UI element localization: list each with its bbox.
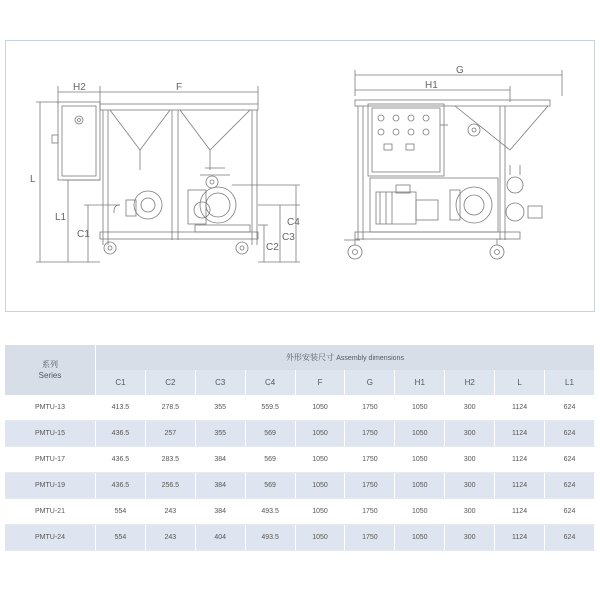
value-cell-c2: 257 bbox=[145, 421, 195, 447]
value-cell-c4: 569 bbox=[245, 447, 295, 473]
value-cell-l1: 624 bbox=[545, 447, 595, 473]
value-cell-c2: 243 bbox=[145, 499, 195, 525]
dim-label-g: G bbox=[456, 65, 464, 76]
dim-label-f: F bbox=[176, 82, 183, 93]
value-cell-c3: 404 bbox=[195, 525, 245, 551]
value-cell-c3: 384 bbox=[195, 447, 245, 473]
value-cell-f: 1050 bbox=[295, 525, 345, 551]
value-cell-h2: 300 bbox=[445, 447, 495, 473]
value-cell-c3: 384 bbox=[195, 499, 245, 525]
front-view bbox=[30, 82, 300, 262]
column-header-l1: L1 bbox=[545, 370, 595, 395]
value-cell-f: 1050 bbox=[295, 473, 345, 499]
dim-label-c4: C4 bbox=[287, 217, 300, 228]
value-cell-h1: 1050 bbox=[395, 447, 445, 473]
value-cell-c2: 278.5 bbox=[145, 395, 195, 421]
group-header-cn: 外形安装尺寸 bbox=[286, 353, 335, 362]
dim-label-c1: C1 bbox=[77, 229, 90, 240]
value-cell-c4: 569 bbox=[245, 421, 295, 447]
dim-label-c3: C3 bbox=[282, 232, 295, 243]
dim-label-c2: C2 bbox=[266, 242, 279, 253]
column-header-c1: C1 bbox=[96, 370, 146, 395]
value-cell-h1: 1050 bbox=[395, 473, 445, 499]
value-cell-c3: 355 bbox=[195, 395, 245, 421]
value-cell-l: 1124 bbox=[495, 473, 545, 499]
column-header-l: L bbox=[495, 370, 545, 395]
value-cell-h2: 300 bbox=[445, 421, 495, 447]
series-header-cn: 系列 bbox=[42, 360, 58, 369]
value-cell-c2: 283.5 bbox=[145, 447, 195, 473]
value-cell-h1: 1050 bbox=[395, 395, 445, 421]
value-cell-l: 1124 bbox=[495, 525, 545, 551]
column-header-c2: C2 bbox=[145, 370, 195, 395]
value-cell-h2: 300 bbox=[445, 525, 495, 551]
value-cell-h1: 1050 bbox=[395, 525, 445, 551]
table-body bbox=[5, 395, 595, 551]
dim-label-l1: L1 bbox=[55, 212, 67, 223]
value-cell-c1: 554 bbox=[96, 499, 146, 525]
series-cell: PMTU-13 bbox=[5, 395, 96, 421]
table-row bbox=[5, 499, 595, 525]
dim-label-h2: H2 bbox=[73, 82, 86, 93]
value-cell-g: 1750 bbox=[345, 421, 395, 447]
column-header-f: F bbox=[295, 370, 345, 395]
value-cell-g: 1750 bbox=[345, 395, 395, 421]
series-cell: PMTU-15 bbox=[5, 421, 96, 447]
value-cell-c4: 569 bbox=[245, 473, 295, 499]
value-cell-l: 1124 bbox=[495, 395, 545, 421]
series-cell: PMTU-21 bbox=[5, 499, 96, 525]
value-cell-c1: 436.5 bbox=[96, 447, 146, 473]
value-cell-f: 1050 bbox=[295, 447, 345, 473]
value-cell-l: 1124 bbox=[495, 447, 545, 473]
value-cell-c4: 493.5 bbox=[245, 525, 295, 551]
column-header-c3: C3 bbox=[195, 370, 245, 395]
value-cell-c1: 554 bbox=[96, 525, 146, 551]
series-cell: PMTU-24 bbox=[5, 525, 96, 551]
value-cell-c1: 436.5 bbox=[96, 473, 146, 499]
value-cell-c2: 256.5 bbox=[145, 473, 195, 499]
value-cell-c4: 559.5 bbox=[245, 395, 295, 421]
series-header bbox=[5, 345, 96, 395]
column-header-g: G bbox=[345, 370, 395, 395]
series-cell: PMTU-17 bbox=[5, 447, 96, 473]
value-cell-c1: 413.5 bbox=[96, 395, 146, 421]
series-cell: PMTU-19 bbox=[5, 473, 96, 499]
value-cell-h2: 300 bbox=[445, 499, 495, 525]
dim-label-l: L bbox=[30, 174, 36, 185]
value-cell-c2: 243 bbox=[145, 525, 195, 551]
value-cell-l1: 624 bbox=[545, 473, 595, 499]
table-row bbox=[5, 395, 595, 421]
value-cell-l: 1124 bbox=[495, 421, 545, 447]
value-cell-g: 1750 bbox=[345, 473, 395, 499]
value-cell-h2: 300 bbox=[445, 395, 495, 421]
table-row bbox=[5, 421, 595, 447]
column-header-c4: C4 bbox=[245, 370, 295, 395]
value-cell-l1: 624 bbox=[545, 499, 595, 525]
group-header-en: Assembly dimensions bbox=[336, 355, 404, 362]
value-cell-l1: 624 bbox=[545, 421, 595, 447]
value-cell-c3: 355 bbox=[195, 421, 245, 447]
dim-label-h1: H1 bbox=[425, 80, 438, 91]
value-cell-f: 1050 bbox=[295, 395, 345, 421]
value-cell-g: 1750 bbox=[345, 499, 395, 525]
value-cell-g: 1750 bbox=[345, 447, 395, 473]
value-cell-l1: 624 bbox=[545, 395, 595, 421]
value-cell-f: 1050 bbox=[295, 421, 345, 447]
value-cell-h1: 1050 bbox=[395, 499, 445, 525]
column-header-h2: H2 bbox=[445, 370, 495, 395]
assembly-dimensions-header bbox=[96, 345, 595, 370]
value-cell-l: 1124 bbox=[495, 499, 545, 525]
value-cell-l1: 624 bbox=[545, 525, 595, 551]
value-cell-h2: 300 bbox=[445, 473, 495, 499]
table-row bbox=[5, 473, 595, 499]
column-header-h1: H1 bbox=[395, 370, 445, 395]
value-cell-h1: 1050 bbox=[395, 421, 445, 447]
value-cell-c1: 436.5 bbox=[96, 421, 146, 447]
table-row bbox=[5, 447, 595, 473]
series-header-en: Series bbox=[38, 371, 62, 380]
value-cell-c3: 384 bbox=[195, 473, 245, 499]
assembly-dimensions-table bbox=[5, 345, 595, 551]
value-cell-c4: 493.5 bbox=[245, 499, 295, 525]
value-cell-g: 1750 bbox=[345, 525, 395, 551]
table-row bbox=[5, 525, 595, 551]
value-cell-f: 1050 bbox=[295, 499, 345, 525]
side-view bbox=[344, 65, 562, 259]
